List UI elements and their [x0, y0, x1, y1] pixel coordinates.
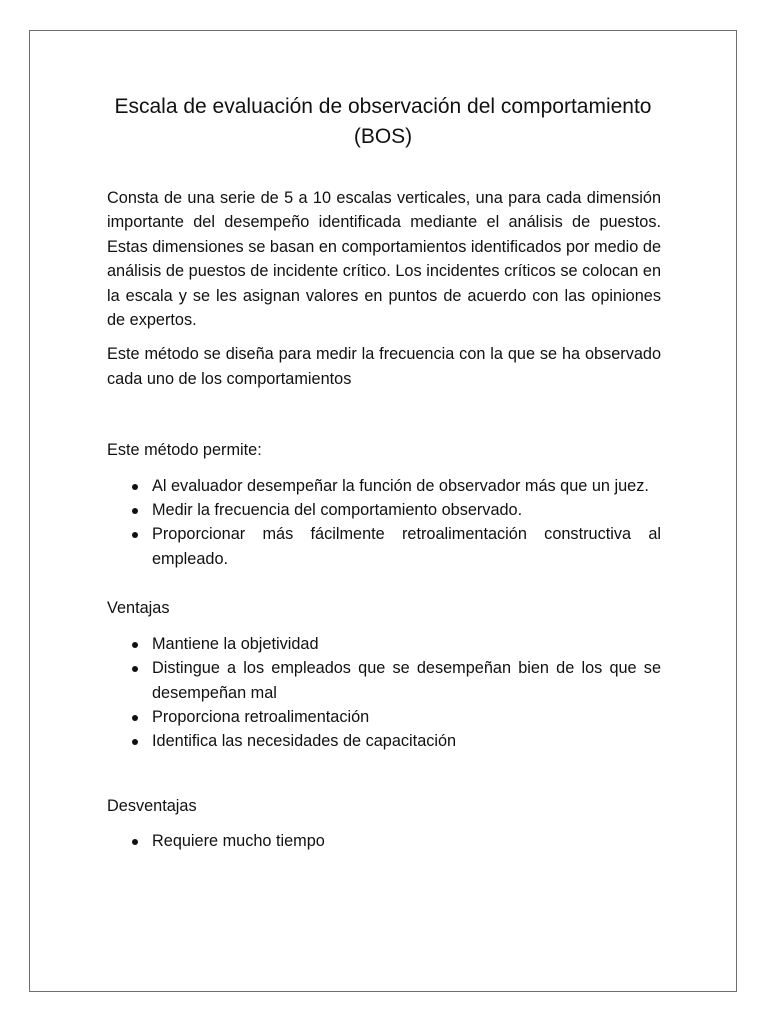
- list-item: Proporciona retroalimentación: [152, 705, 661, 729]
- permite-label: Este método permite:: [107, 441, 262, 460]
- list-item: Distingue a los empleados que se desempeñan bien de los que se desempeñan mal: [152, 656, 661, 705]
- document-title: Escala de evaluación de observación del comportamiento (BOS): [114, 95, 652, 148]
- method-paragraph: Este método se diseña para medir la frecuencia con la que se ha observado cada uno de los comportamientos: [107, 345, 661, 388]
- list-item: Identifica las necesidades de capacitación: [152, 729, 661, 753]
- ventajas-list: [107, 632, 661, 754]
- desventajas-list: [107, 829, 661, 853]
- intro-paragraph: Consta de una serie de 5 a 10 escalas verticales, una para cada dimensión importante del desempeño identificada mediante el análisis de puestos. Estas dimensiones se basan en comportamientos identificados por medio de análisis de puestos de incidente crítico. Los incidentes críticos se colocan en la escala y se les asignan valores en puntos de acuerdo con las opiniones de expertos.: [107, 189, 661, 330]
- document-body: [107, 186, 661, 854]
- ventajas-label: Ventajas: [107, 599, 170, 618]
- permite-list: [107, 474, 661, 572]
- list-item: Proporcionar más fácilmente retroalimentación constructiva al empleado.: [152, 522, 661, 571]
- list-item: Requiere mucho tiempo: [152, 829, 661, 853]
- desventajas-label: Desventajas: [107, 796, 197, 815]
- list-item: Medir la frecuencia del comportamiento observado.: [152, 498, 661, 522]
- list-item: Al evaluador desempeñar la función de observador más que un juez.: [152, 474, 661, 498]
- document-page: [29, 30, 737, 992]
- list-item: Mantiene la objetividad: [152, 632, 661, 656]
